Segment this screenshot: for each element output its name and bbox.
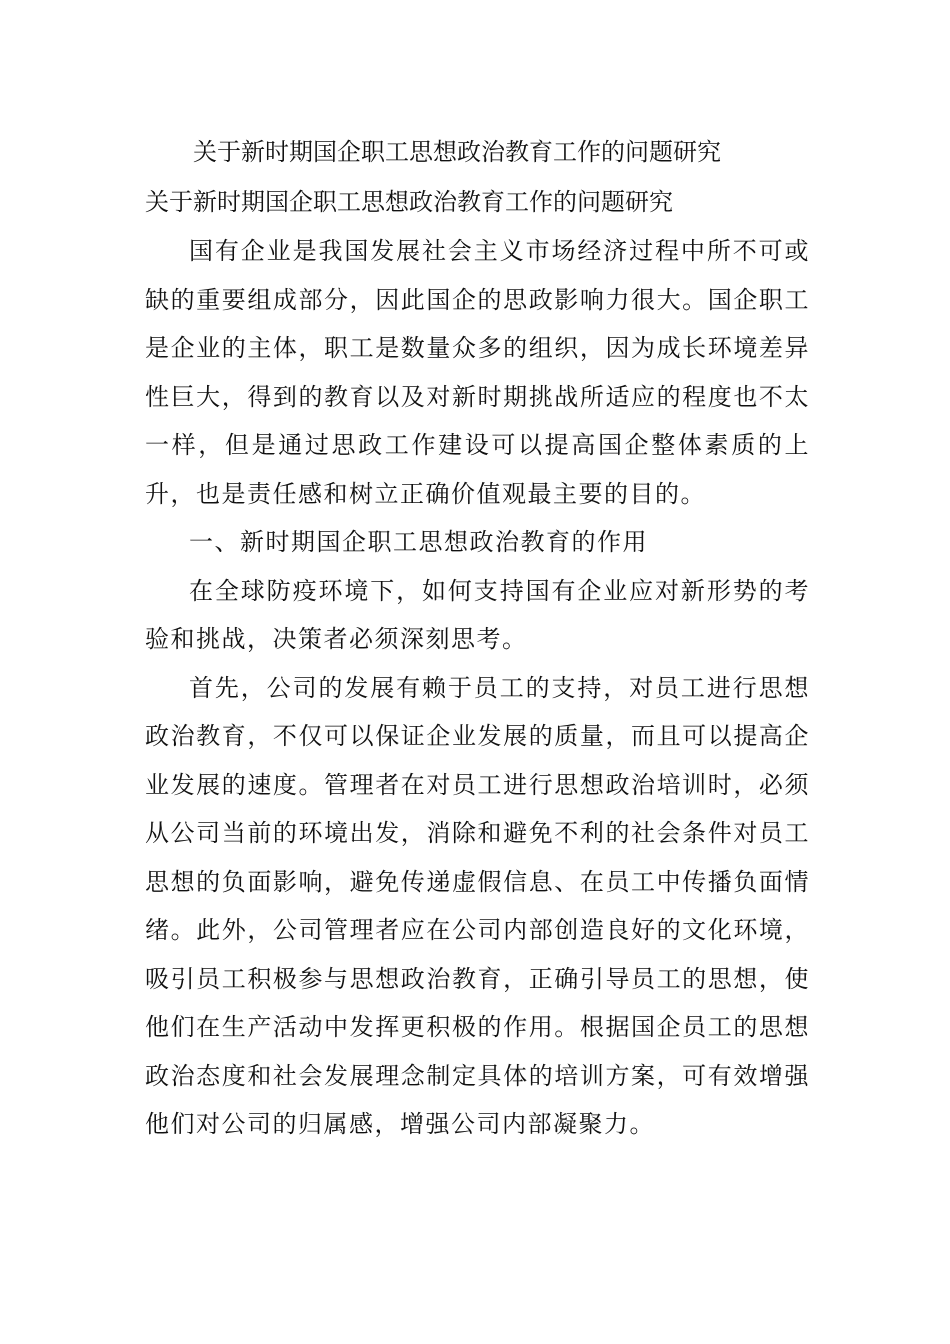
section-heading: 一、新时期国企职工思想政治教育的作用 bbox=[189, 528, 648, 556]
document-title: 关于新时期国企职工思想政治教育工作的问题研究 bbox=[193, 138, 721, 166]
paragraph-context: 在全球防疫环境下，如何支持国有企业应对新形势的考验和挑战，决策者必须深刻思考。 bbox=[145, 576, 810, 653]
document-body bbox=[145, 227, 810, 1149]
document-subtitle: 关于新时期国企职工思想政治教育工作的问题研究 bbox=[145, 188, 673, 216]
paragraph-first-point: 首先，公司的发展有赖于员工的支持，对员工进行思想政治教育，不仅可以保证企业发展的质量，而且可以提高企业发展的速度。管理者在对员工进行思想政治培训时，必须从公司当前的环境出发，消除和避免不利的社会条件对员工思想的负面影响，避免传递虚假信息、在员工中传播负面情绪。此外，公司管理者应在公司内部创造良好的文化环境，吸引员工积极参与思想政治教育，正确引导员工的思想，使他们在生产活动中发挥更积极的作用。根据国企员工的思想政治态度和社会发展理念制定具体的培训方案，可有效增强他们对公司的归属感，增强公司内部凝聚力。 bbox=[145, 673, 810, 1138]
paragraph-intro: 国有企业是我国发展社会主义市场经济过程中所不可或缺的重要组成部分，因此国企的思政影响力很大。国企职工是企业的主体，职工是数量众多的组织，因为成长环境差异性巨大，得到的教育以及对新时期挑战所适应的程度也不太一样，但是通过思政工作建设可以提高国企整体素质的上升，也是责任感和树立正确价值观最主要的目的。 bbox=[145, 237, 810, 508]
